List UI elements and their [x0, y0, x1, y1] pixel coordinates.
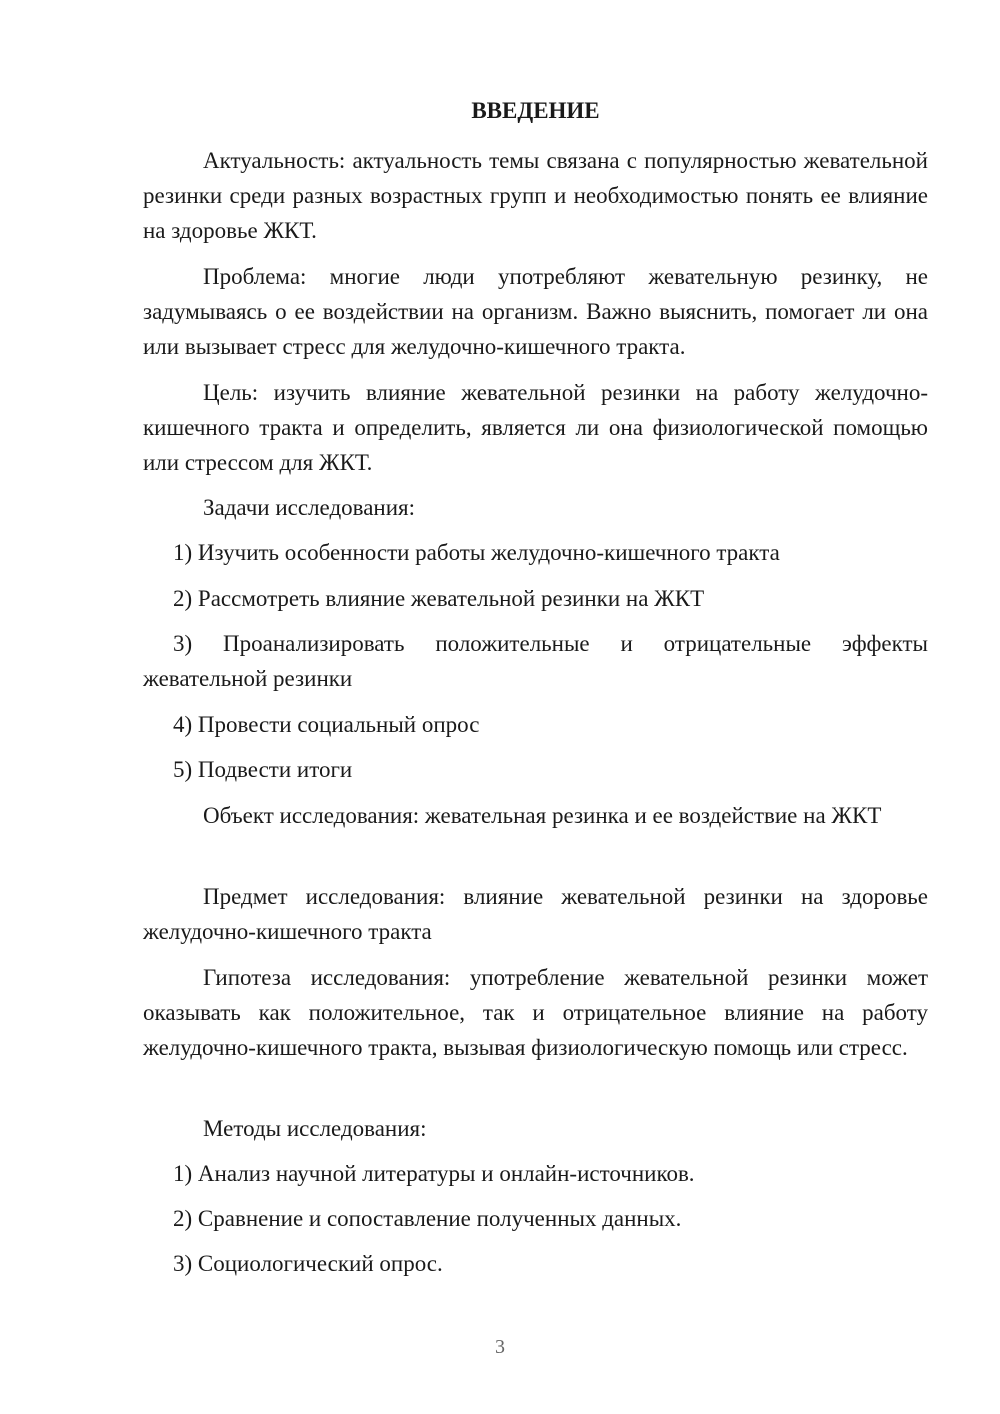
- task-item-2: 2) Рассмотреть влияние жевательной резинки на ЖКТ: [173, 586, 705, 611]
- goal-paragraph: Цель: изучить влияние жевательной резинки на работу желудочно-кишечного тракта и определить, является ли она физиологической помощью или стрессом для ЖКТ.: [143, 380, 928, 475]
- method-item-1: 1) Анализ научной литературы и онлайн-источников.: [173, 1161, 695, 1186]
- task-item-5: 5) Подвести итоги: [173, 757, 353, 782]
- methods-heading: Методы исследования:: [203, 1116, 427, 1141]
- method-item-2: 2) Сравнение и сопоставление полученных данных.: [173, 1206, 682, 1231]
- page-number: 3: [495, 1336, 505, 1358]
- relevance-paragraph: Актуальность: актуальность темы связана с популярностью жевательной резинки среди разных возрастных групп и необходимостью понять ее влияние на здоровье ЖКТ.: [143, 148, 928, 243]
- problem-paragraph: Проблема: многие люди употребляют жевательную резинку, не задумываясь о ее воздействии на организм. Важно выяснить, помогает ли она или вызывает стресс для желудочно-кишечного тракта.: [143, 264, 928, 359]
- section-title: ВВЕДЕНИЕ: [471, 98, 600, 123]
- task-item-1: 1) Изучить особенности работы желудочно-кишечного тракта: [173, 540, 780, 565]
- method-item-3: 3) Социологический опрос.: [173, 1251, 443, 1276]
- hypothesis-paragraph: Гипотеза исследования: употребление жевательной резинки может оказывать как положительное, так и отрицательное влияние на работу желудочно-кишечного тракта, вызывая физиологическую помощь или стресс.: [143, 965, 928, 1060]
- task-item-4: 4) Провести социальный опрос: [173, 712, 480, 737]
- object-paragraph: Объект исследования: жевательная резинка и ее воздействие на ЖКТ: [203, 803, 882, 828]
- subject-paragraph: Предмет исследования: влияние жевательной резинки на здоровье желудочно-кишечного тракта: [143, 884, 928, 944]
- task-item-3: 3) Проанализировать положительные и отрицательные эффекты жевательной резинки: [143, 631, 928, 691]
- tasks-heading: Задачи исследования:: [203, 495, 416, 520]
